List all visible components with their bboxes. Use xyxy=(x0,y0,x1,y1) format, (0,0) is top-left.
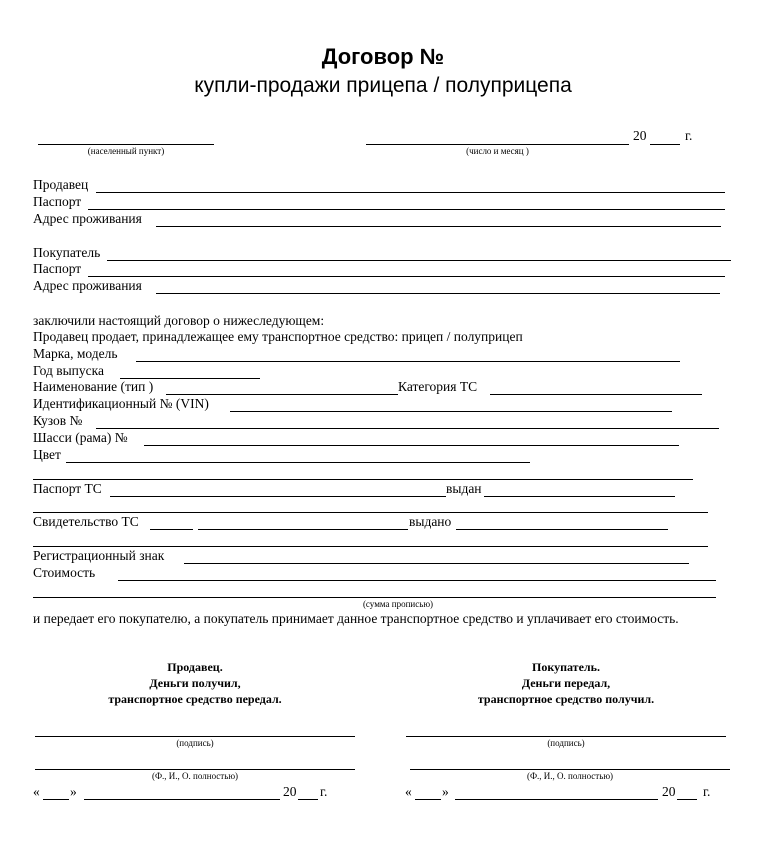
buyer-sign-line1: Покупатель. xyxy=(532,660,600,674)
seller-date-quote-open: « xyxy=(33,784,40,799)
name-type-label: Наименование (тип ) xyxy=(33,379,154,394)
passport-line-extra[interactable] xyxy=(33,512,708,513)
buyer-signature-caption: (подпись) xyxy=(547,738,585,748)
date-line[interactable] xyxy=(366,144,629,145)
buyer-line[interactable] xyxy=(107,260,731,261)
buyer-signature-line[interactable] xyxy=(406,736,726,737)
buyer-sign-line3: транспортное средство получил. xyxy=(477,692,655,706)
seller-address-line[interactable] xyxy=(156,226,721,227)
buyer-passport-line[interactable] xyxy=(88,276,725,277)
certificate-issued-line[interactable] xyxy=(456,529,668,530)
certificate-number-line[interactable] xyxy=(198,529,408,530)
seller-line[interactable] xyxy=(96,192,725,193)
passport-ts-label: Паспорт ТС xyxy=(33,481,102,496)
document-title: Договор № xyxy=(321,44,445,69)
buyer-address-line[interactable] xyxy=(156,293,720,294)
seller-passport-line[interactable] xyxy=(88,209,725,210)
body-line[interactable] xyxy=(96,428,719,429)
buyer-year-line[interactable] xyxy=(677,799,697,800)
cost-words-line[interactable] xyxy=(33,597,716,598)
seller-sign-line1: Продавец. xyxy=(167,660,223,674)
seller-month-line[interactable] xyxy=(84,799,280,800)
date-caption: (число и месяц ) xyxy=(466,146,529,156)
color-line[interactable] xyxy=(66,462,530,463)
buyer-month-line[interactable] xyxy=(455,799,658,800)
chassis-label: Шасси (рама) № xyxy=(33,430,128,445)
buyer-address-label: Адрес проживания xyxy=(33,278,142,293)
seller-year-prefix: 20 xyxy=(283,784,297,799)
seller-sign-line2: Деньги получил, xyxy=(149,676,241,690)
buyer-year-suffix: г. xyxy=(703,784,711,799)
seller-passport-label: Паспорт xyxy=(33,194,82,209)
make-model-line[interactable] xyxy=(136,361,680,362)
seller-signature-caption: (подпись) xyxy=(176,738,214,748)
buyer-year-prefix: 20 xyxy=(662,784,676,799)
buyer-label: Покупатель xyxy=(33,245,101,260)
seller-signature-line[interactable] xyxy=(35,736,355,737)
certificate-issued-label: выдано xyxy=(409,514,452,529)
seller-address-label: Адрес проживания xyxy=(33,211,142,226)
seller-date-quote-close: » xyxy=(70,784,77,799)
seller-fio-caption: (Ф., И., О. полностью) xyxy=(151,771,239,781)
seller-label: Продавец xyxy=(33,177,89,192)
buyer-day-line[interactable] xyxy=(415,799,441,800)
name-type-line[interactable] xyxy=(166,394,398,395)
year-label: Год выпуска xyxy=(33,363,104,378)
terms-sells: Продавец продает, принадлежащее ему транспортное средство: прицеп / полуприцеп xyxy=(33,329,523,344)
place-line[interactable] xyxy=(38,144,214,145)
buyer-passport-label: Паспорт xyxy=(33,261,82,276)
cost-label: Стоимость xyxy=(33,565,96,580)
cost-line[interactable] xyxy=(118,580,716,581)
body-label: Кузов № xyxy=(33,413,83,428)
reg-sign-line[interactable] xyxy=(184,563,689,564)
year-suffix: г. xyxy=(685,128,693,143)
buyer-date-quote-close: » xyxy=(442,784,449,799)
category-line[interactable] xyxy=(490,394,702,395)
passport-ts-line[interactable] xyxy=(110,496,446,497)
color-line-extra[interactable] xyxy=(33,479,693,480)
vin-label: Идентификационный № (VIN) xyxy=(33,396,209,411)
reg-sign-label: Регистрационный знак xyxy=(33,548,165,563)
year-line[interactable] xyxy=(650,144,680,145)
certificate-series-line[interactable] xyxy=(150,529,193,530)
chassis-line[interactable] xyxy=(144,445,679,446)
sum-caption: (сумма прописью) xyxy=(362,599,434,609)
seller-year-line[interactable] xyxy=(298,799,318,800)
passport-issued-line[interactable] xyxy=(484,496,675,497)
terms-intro: заключили настоящий договор о нижеследующем: xyxy=(33,313,325,328)
year-prefix: 20 xyxy=(633,128,647,143)
passport-issued-label: выдан xyxy=(446,481,482,496)
buyer-fio-caption: (Ф., И., О. полностью) xyxy=(526,771,614,781)
seller-fio-line[interactable] xyxy=(35,769,355,770)
buyer-date-quote-open: « xyxy=(405,784,412,799)
seller-sign-line3: транспортное средство передал. xyxy=(108,692,282,706)
seller-day-line[interactable] xyxy=(43,799,69,800)
make-model-label: Марка, модель xyxy=(33,346,118,361)
seller-year-suffix: г. xyxy=(320,784,328,799)
buyer-fio-line[interactable] xyxy=(410,769,730,770)
color-label: Цвет xyxy=(33,447,61,462)
vin-line[interactable] xyxy=(230,411,672,412)
category-label: Категория ТС xyxy=(398,379,478,394)
certificate-line-extra[interactable] xyxy=(33,546,708,547)
certificate-label: Свидетельство ТС xyxy=(33,514,139,529)
document-subtitle: купли-продажи прицепа / полуприцепа xyxy=(194,74,572,97)
transfer-text: и передает его покупателю, а покупатель принимает данное транспортное средство и уплачивает его стоимость. xyxy=(33,611,679,626)
place-caption: (населенный пункт) xyxy=(87,146,165,156)
buyer-sign-line2: Деньги передал, xyxy=(521,676,611,690)
